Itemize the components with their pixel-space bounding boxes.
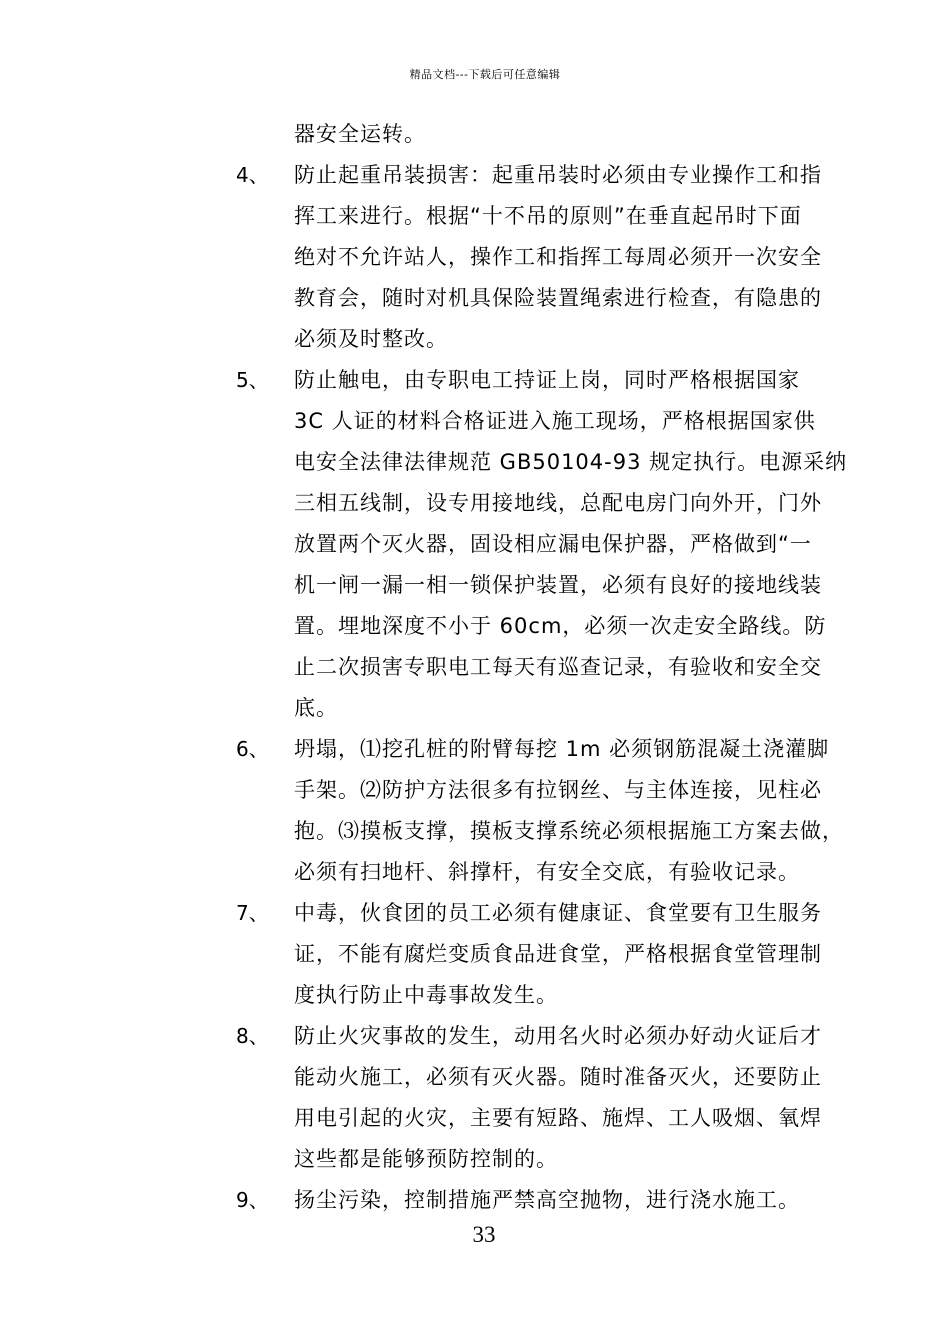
text-line: 防止起重吊装损害：起重吊装时必须由专业操作工和指: [294, 163, 822, 187]
text-line: 手架。⑵防护方法很多有拉钢丝、与主体连接，见柱必: [294, 778, 822, 802]
list-item-7: [236, 893, 846, 1016]
text-line: 置。埋地深度不小于 60cm，必须一次走安全路线。防: [294, 614, 827, 638]
list-item-8: [236, 1016, 846, 1180]
text-line: 坍塌，⑴挖孔桩的附臂每挖 1m 必须钢筋混凝土浇灌脚: [294, 737, 830, 761]
item-text: [294, 1180, 846, 1221]
item-number: 5、: [236, 368, 269, 392]
text-line: 底。: [294, 696, 338, 720]
text-line: 抱。⑶摸板支撑，摸板支撑系统必须根据施工方案去做，: [294, 819, 844, 843]
text-line: 防止火灾事故的发生，动用名火时必须办好动火证后才: [294, 1024, 822, 1048]
text-line: 必须有扫地杆、斜撑杆，有安全交底，有验收记录。: [294, 860, 800, 884]
list-item-5: [236, 360, 846, 729]
item-number: 6、: [236, 737, 269, 761]
text-line: 中毒，伙食团的员工必须有健康证、食堂要有卫生服务: [294, 901, 822, 925]
item-number: 4、: [236, 163, 269, 187]
list-item-4: [236, 155, 846, 360]
text-line: 放置两个灭火器，固设相应漏电保护器，严格做到“一: [294, 532, 812, 556]
list-item-6: [236, 729, 846, 893]
text-line: 防止触电，由专职电工持证上岗，同时严格根据国家: [294, 368, 800, 392]
text-line: 绝对不允许站人，操作工和指挥工每周必须开一次安全: [294, 245, 822, 269]
text-line: 电安全法律法律规范 GB50104-93 规定执行。电源采纳: [294, 450, 848, 474]
item-number: 7、: [236, 901, 269, 925]
text-line: 挥工来进行。根据“十不吊的原则”在垂直起吊时下面: [294, 204, 802, 228]
text-line: 度执行防止中毒事故发生。: [294, 983, 558, 1007]
continuation-line: 器安全运转。: [294, 122, 426, 146]
item-number: 9、: [236, 1188, 269, 1212]
item-text: [294, 1016, 846, 1180]
text-line: 这些都是能够预防控制的。: [294, 1147, 558, 1171]
item-text: [294, 360, 847, 729]
text-line: 能动火施工，必须有灭火器。随时准备灭火，还要防止: [294, 1065, 822, 1089]
text-line: 扬尘污染，控制措施严禁高空抛物，进行浇水施工。: [294, 1188, 800, 1212]
text-line: 3C 人证的材料合格证进入施工现场，严格根据国家供: [294, 409, 816, 433]
list-item-9: [236, 1180, 846, 1221]
text-line: 教育会，随时对机具保险装置绳索进行检查，有隐患的: [294, 286, 822, 310]
text-line: 止二次损害专职电工每天有巡查记录，有验收和安全交: [294, 655, 822, 679]
text-line: 必须及时整改。: [294, 327, 448, 351]
text-line: 证，不能有腐烂变质食品进食堂，严格根据食堂管理制: [294, 942, 822, 966]
document-body: [236, 114, 846, 1221]
text-line: 用电引起的火灾，主要有短路、施焊、工人吸烟、氧焊: [294, 1106, 822, 1130]
page-number: 33: [472, 1222, 496, 1247]
item-text: [294, 893, 846, 1016]
page-header: 精品文档---下载后可任意编辑: [409, 68, 561, 81]
text-line: 三相五线制，设专用接地线，总配电房门向外开，门外: [294, 491, 822, 515]
item-text: [294, 155, 846, 360]
item-number: 8、: [236, 1024, 269, 1048]
item-text: [294, 729, 846, 893]
text-line: 机一闸一漏一相一锁保护装置，必须有良好的接地线装: [294, 573, 822, 597]
